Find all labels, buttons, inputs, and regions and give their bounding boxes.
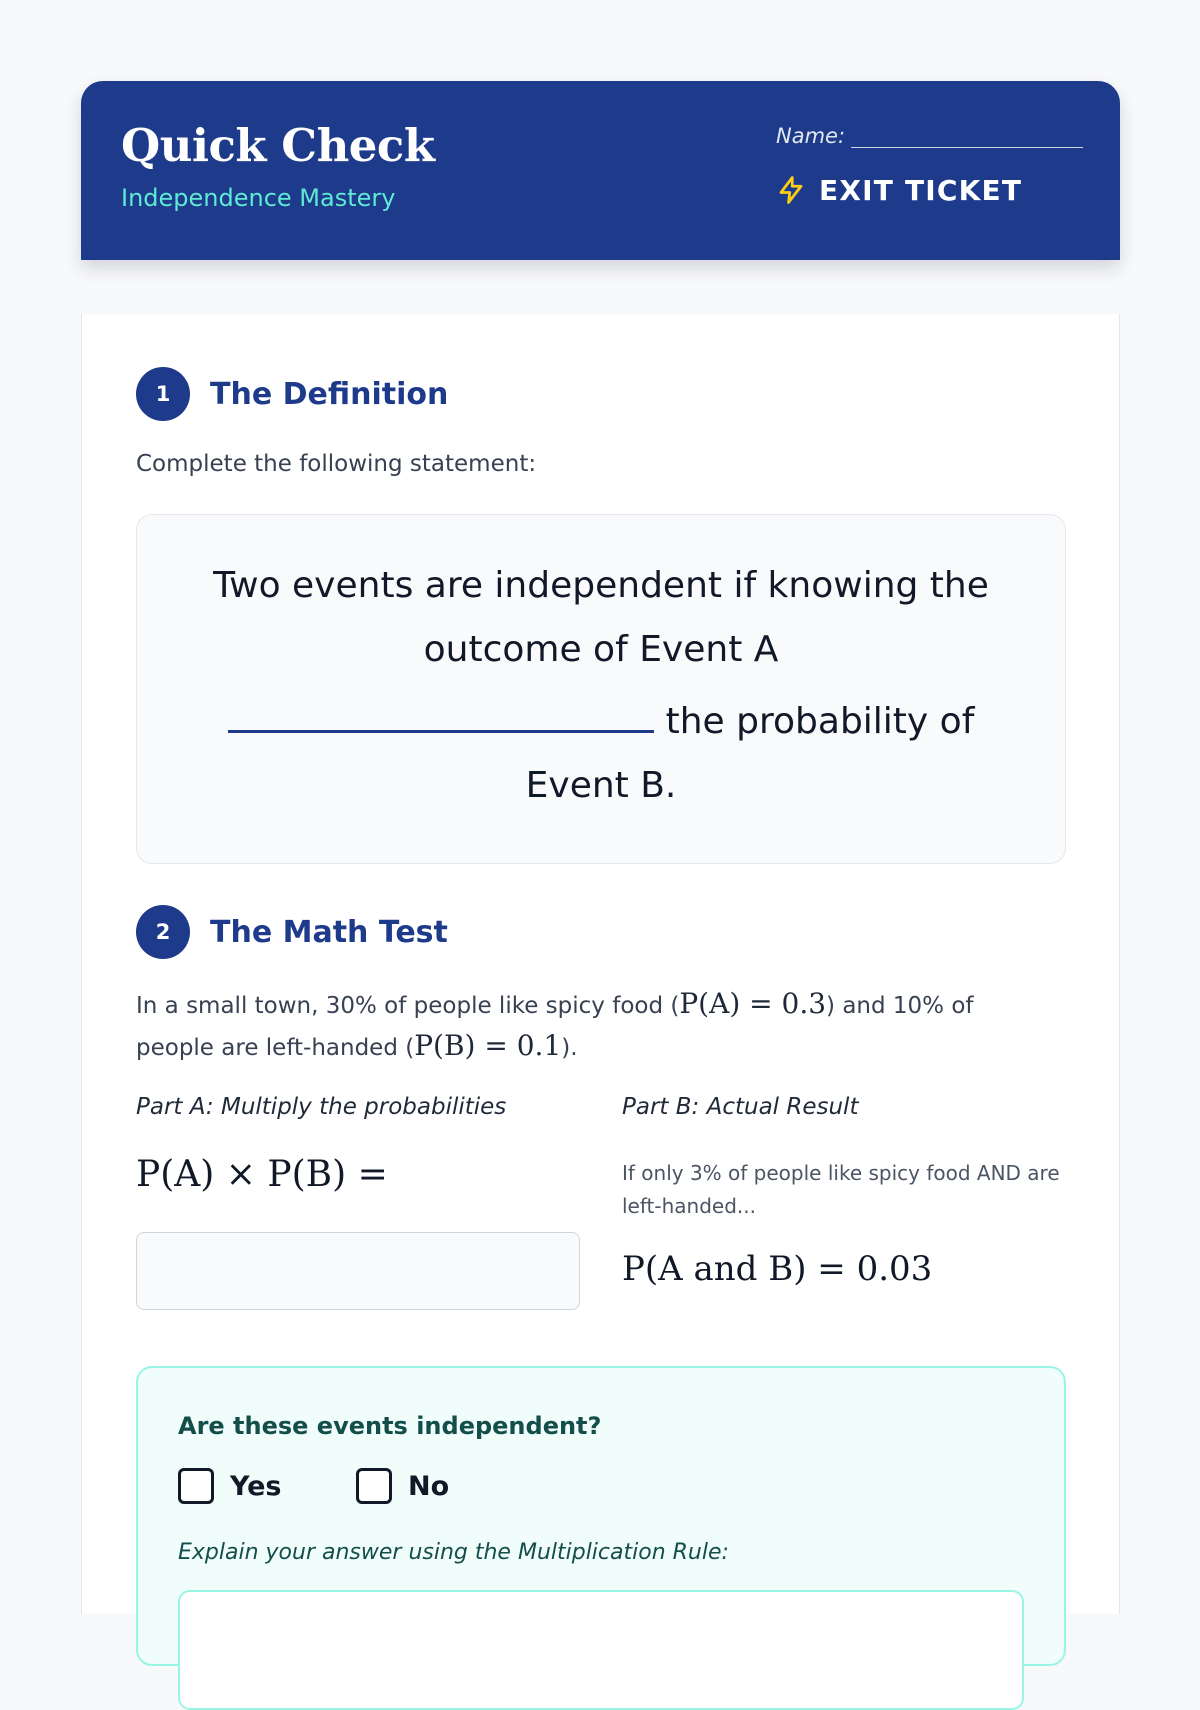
page-subtitle: Independence Mastery [121, 184, 396, 212]
section-1-prompt: Complete the following statement: [136, 451, 537, 477]
explain-prompt: Explain your answer using the Multiplication Rule: [178, 1540, 729, 1565]
exit-ticket-label: EXIT TICKET [819, 173, 1023, 207]
question-title: Are these events independent? [178, 1412, 602, 1440]
section-title: The Math Test [210, 914, 448, 950]
part-b-formula: P(A and B) = 0.03 [622, 1249, 933, 1289]
problem-intro [136, 984, 1036, 1068]
name-field [776, 124, 1083, 148]
statement-line: Two events are independent if knowing the [213, 565, 989, 606]
section-1-header [136, 367, 448, 421]
definition-statement-box [136, 514, 1066, 864]
part-b-note: If only 3% of people like spicy food AND are left-handed... [622, 1161, 1060, 1218]
explanation-answer-box[interactable] [178, 1590, 1024, 1710]
independence-question-box [136, 1366, 1066, 1666]
intro-text: ). [561, 1035, 578, 1061]
statement-line: Event B. [525, 765, 677, 806]
option-label: No [408, 1470, 450, 1502]
section-number-badge: 2 [136, 905, 190, 959]
exit-ticket-badge [776, 173, 1022, 207]
section-title: The Definition [210, 376, 449, 412]
statement-line: the probability of [665, 701, 975, 742]
statement-line-with-blank [137, 701, 1065, 742]
worksheet-card [81, 314, 1120, 1614]
yes-checkbox[interactable] [178, 1468, 214, 1504]
math-expression: P(A) = 0.3 [679, 987, 827, 1020]
intro-text: ) and 10% of people are left-handed ( [136, 993, 974, 1061]
name-blank-line[interactable] [851, 127, 1083, 148]
worksheet-header [81, 81, 1120, 260]
math-expression: P(B) = 0.1 [414, 1029, 562, 1062]
page-title: Quick Check [121, 119, 435, 172]
option-no[interactable] [356, 1468, 449, 1504]
option-yes[interactable] [178, 1468, 281, 1504]
part-a-label: Part A: Multiply the probabilities [136, 1094, 507, 1120]
fill-in-blank[interactable] [228, 730, 654, 733]
part-a-answer-input[interactable] [136, 1232, 580, 1310]
section-2-header [136, 905, 448, 959]
name-label: Name: [776, 124, 846, 148]
intro-text: In a small town, 30% of people like spicy food ( [136, 993, 680, 1019]
option-label: Yes [230, 1470, 282, 1502]
lightning-bolt-icon [776, 173, 806, 207]
part-b-label: Part B: Actual Result [622, 1094, 859, 1120]
section-number-badge: 1 [136, 367, 190, 421]
no-checkbox[interactable] [356, 1468, 392, 1504]
statement-line: outcome of Event A [423, 629, 779, 670]
part-a-formula: P(A) × P(B) = [136, 1154, 388, 1195]
